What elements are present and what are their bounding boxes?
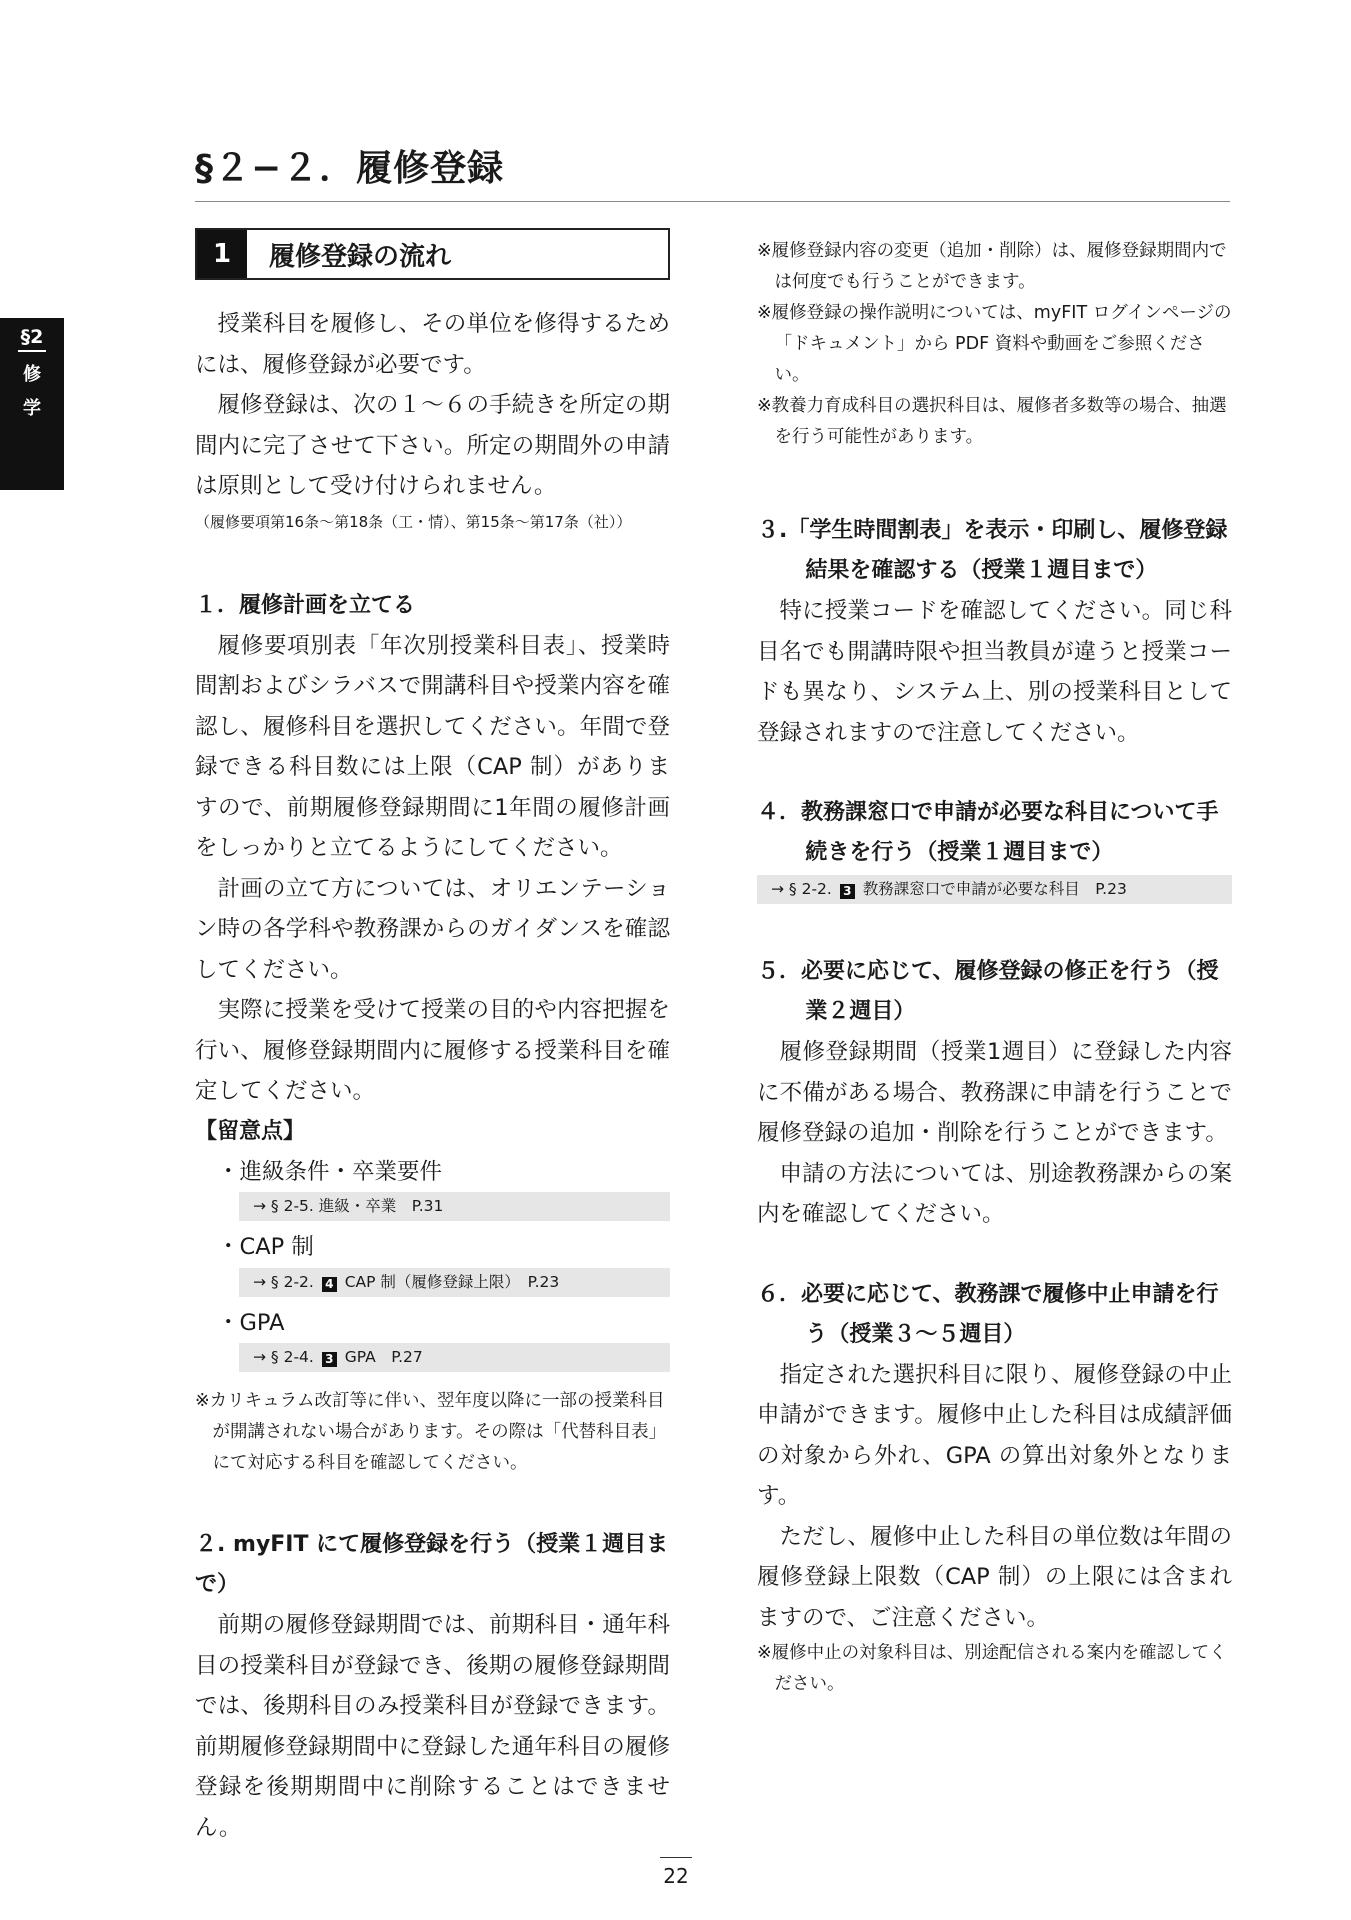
step-4-reference-text: 教務課窓口で申請が必要な科目 P.23 <box>862 880 1127 898</box>
step-2-heading: ２. myFIT にて履修登録を行う（授業１週目まで） <box>195 1532 669 1597</box>
step-6-paragraph-1: 指定された選択科目に限り、履修登録の中止申請ができます。履修中止した科目は成績評価の対象から外れ、GPA の算出対象外となります。 <box>757 1361 1232 1509</box>
number-badge-icon: 3 <box>322 1352 337 1367</box>
point-reference-3-prefix: → § 2-4. <box>253 1348 314 1366</box>
section-box-title: 履修登録の流れ <box>269 241 452 272</box>
intro-paragraph-1: 授業科目を履修し、その単位を修得するためには、履修登録が必要です。 <box>195 311 670 378</box>
intro-reference: （履修要項第16条〜第18条（工・情）、第15条〜第17条（社）） <box>195 512 632 531</box>
step-4-reference-prefix: → § 2-2. <box>771 880 832 898</box>
side-tab-char-1: 修 <box>23 364 41 385</box>
step-6-heading: ６．必要に応じて、教務課で履修中止申請を行う（授業３〜５週目） <box>757 1281 1219 1347</box>
point-reference-2 <box>239 1268 670 1297</box>
step-5-paragraph-1: 履修登録期間（授業1週目）に登録した内容に不備がある場合、教務課に申請を行うことで履修登録の追加・削除を行うことができます。 <box>757 1039 1232 1146</box>
step-2-note-1: ※履修登録内容の変更（追加・削除）は、履修登録期間内では何度でも行うことができます。 <box>757 241 1227 292</box>
point-bullet-3: ・GPA <box>217 1309 285 1336</box>
point-bullet-1: ・進級条件・卒業要件 <box>217 1158 443 1185</box>
step-5-heading: ５．必要に応じて、履修登録の修正を行う（授業２週目） <box>757 959 1219 1024</box>
step-6-paragraph-2: ただし、履修中止した科目の単位数は年間の履修登録上限数（CAP 制）の上限には含まれますので、ご注意ください。 <box>757 1523 1232 1631</box>
step-2-paragraph-1: 前期の履修登録期間では、前期科目・通年科目の授業科目が登録でき、後期の履修登録期間では、後期科目のみ授業科目が登録できます。前期履修登録期間中に登録した通年科目の履修登録を後期期間中に削除することはできません。 <box>195 1612 670 1841</box>
step-6-note: ※履修中止の対象科目は、別途配信される案内を確認してください。 <box>757 1643 1227 1694</box>
step-2-note-3: ※教養力育成科目の選択科目は、履修者多数等の場合、抽選を行う可能性があります。 <box>757 396 1227 447</box>
right-column <box>757 228 1232 1700</box>
curriculum-note: ※カリキュラム改訂等に伴い、翌年度以降に一部の授業科目が開講されない場合があります。その際は「代替科目表」にて対応する科目を確認してください。 <box>195 1391 667 1473</box>
intro-paragraph-2: 履修登録は、次の１〜６の手続きを所定の期間内に完了させて下さい。所定の期間外の申請は原則として受け付けられません。 <box>195 392 670 499</box>
step-1-paragraph-1: 履修要項別表「年次別授業科目表」、授業時間割およびシラバスで開講科目や授業内容を確認し、履修科目を選択してください。年間で登録できる科目数には上限（CAP 制）がありますので、前期履修登録期間に1年間の履修計画をしっかりと立てるようにしてください。 <box>195 632 670 861</box>
step-3-heading: ３.「学生時間割表」を表示・印刷し、履修登録結果を確認する（授業１週目まで） <box>757 518 1228 583</box>
step-5-paragraph-2: 申請の方法については、別途教務課からの案内を確認してください。 <box>757 1160 1232 1227</box>
point-reference-3-text: GPA P.27 <box>344 1348 423 1366</box>
page-number: 22 <box>660 1857 692 1888</box>
side-section-tab <box>0 318 64 490</box>
side-tab-section: §2 <box>18 326 47 352</box>
step-1-paragraph-3: 実際に授業を受けて授業の目的や内容把握を行い、履修登録期間内に履修する授業科目を確定してください。 <box>195 997 670 1104</box>
points-heading: 【留意点】 <box>195 1118 306 1144</box>
point-reference-3 <box>239 1343 670 1372</box>
step-4-heading: ４．教務課窓口で申請が必要な科目について手続きを行う（授業１週目まで） <box>757 800 1219 865</box>
left-column <box>195 228 670 1848</box>
step-1-paragraph-2: 計画の立て方については、オリエンテーション時の各学科や教務課からのガイダンスを確認してください。 <box>195 875 670 983</box>
step-3-paragraph-1: 特に授業コードを確認してください。同じ科目名でも開講時限や担当教員が違うと授業コードも異なり、システム上、別の授業科目として登録されますので注意してください。 <box>757 598 1232 746</box>
point-bullet-2: ・CAP 制 <box>217 1234 314 1260</box>
point-reference-2-prefix: → § 2-2. <box>253 1272 314 1291</box>
step-2-note-2: ※履修登録の操作説明については、myFIT ログインページの「ドキュメント」から PDF 資料や動画をご参照ください。 <box>757 303 1232 385</box>
point-reference-1: → § 2-5. 進級・卒業 P.31 <box>239 1192 670 1221</box>
step-1-heading: １．履修計画を立てる <box>195 592 416 618</box>
step-4-reference <box>757 875 1232 904</box>
section-box-number: 1 <box>197 230 247 278</box>
side-tab-char-2: 学 <box>23 398 41 419</box>
section-box-heading <box>195 228 670 280</box>
number-badge-icon: 3 <box>840 884 855 899</box>
point-reference-2-text: CAP 制（履修登録上限） P.23 <box>344 1272 560 1291</box>
number-badge-icon: 4 <box>322 1277 337 1292</box>
page-title: §２−２．履修登録 <box>195 140 1230 202</box>
